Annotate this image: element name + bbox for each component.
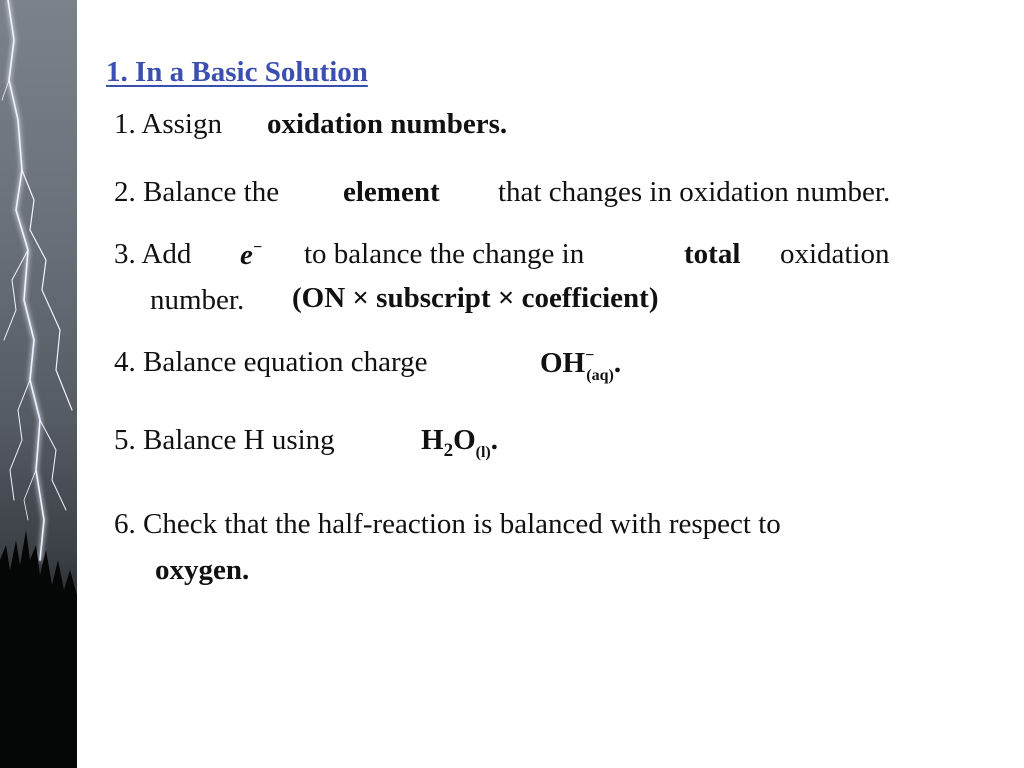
- step-6-text: 6. Check that the half-reaction is balanced with respect to: [114, 508, 781, 540]
- hydroxide-symbol: OH: [540, 347, 586, 379]
- step-5-text: 5. Balance H using: [114, 424, 335, 456]
- lightning-bolt-graphic: [0, 0, 77, 768]
- step-3-text-end: oxidation: [780, 238, 890, 270]
- water-formula: [421, 426, 498, 461]
- step-3-formula: (ON × subscript × coefficient): [292, 282, 659, 314]
- hydroxide-formula: [540, 348, 621, 384]
- step-5-period: .: [490, 424, 498, 456]
- step-2-text-end: that changes in oxidation number.: [498, 176, 891, 208]
- water-state: (l): [475, 444, 491, 461]
- step-6-keyword: oxygen.: [155, 554, 250, 586]
- step-4-text: 4. Balance equation charge: [114, 346, 428, 378]
- electron-symbol: [240, 240, 263, 270]
- hydroxide-charge: −: [585, 347, 595, 364]
- step-1-text: 1. Assign: [114, 108, 222, 140]
- electron-charge: −: [252, 239, 263, 256]
- step-3-text-wrap: number.: [150, 284, 245, 316]
- hydrogen-symbol: H: [421, 424, 444, 456]
- step-2-keyword: element: [343, 176, 440, 208]
- step-3-keyword: total: [684, 238, 741, 270]
- hydrogen-subscript: 2: [443, 440, 454, 461]
- step-1-keyword: oxidation numbers.: [267, 108, 508, 140]
- oxygen-symbol: O: [453, 424, 476, 456]
- hydroxide-state: (aq): [586, 367, 614, 384]
- step-2-text: 2. Balance the: [114, 176, 280, 208]
- step-4-period: .: [613, 347, 622, 379]
- electron-letter: e: [240, 239, 253, 271]
- lightning-sidebar-image: [0, 0, 77, 768]
- slide-title: 1. In a Basic Solution: [106, 56, 368, 88]
- step-3-text-mid: to balance the change in: [304, 238, 585, 270]
- step-3-text: 3. Add: [114, 238, 192, 270]
